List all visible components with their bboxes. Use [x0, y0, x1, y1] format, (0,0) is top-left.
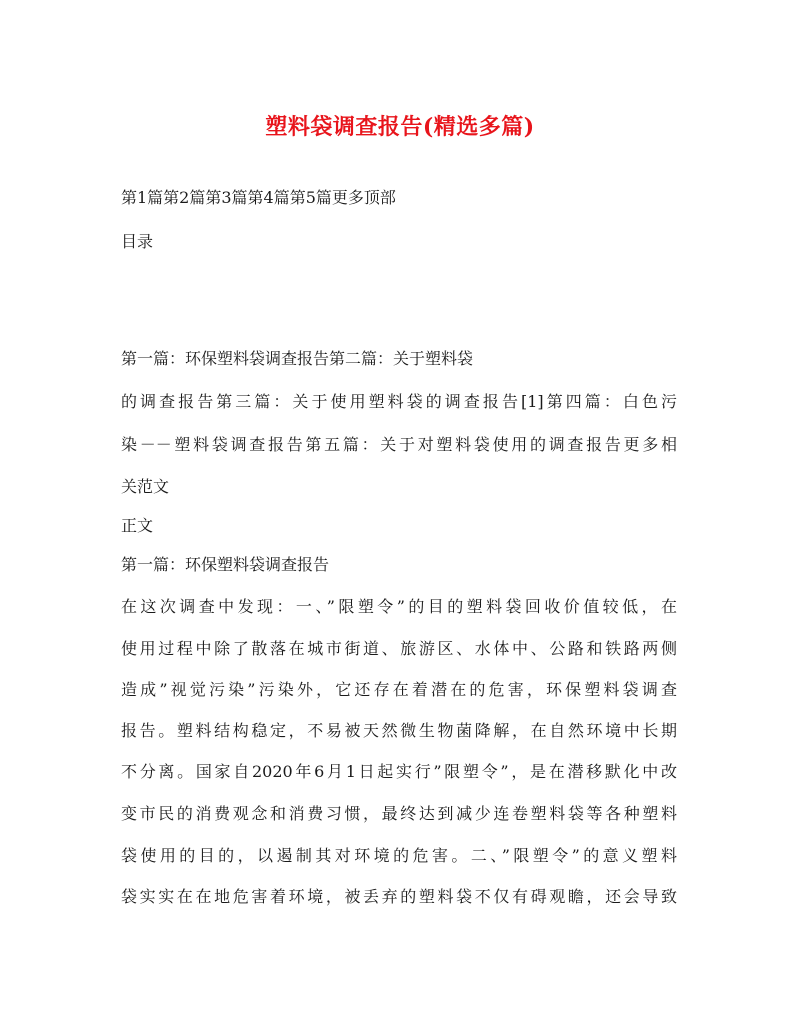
paragraph-line: 袋使用的目的，以遏制其对环境的危害。二、”限塑令”的意义塑料	[121, 846, 677, 865]
paragraph-line: 袋实实在在地危害着环境，被丢弃的塑料袋不仅有碍观瞻，还会导致	[121, 887, 677, 906]
toc-line: 染－－塑料袋调查报告第五篇：关于对塑料袋使用的调查报告更多相	[121, 435, 677, 454]
toc-heading: 目录	[121, 232, 154, 251]
toc-line: 第一篇：环保塑料袋调查报告第二篇：关于塑料袋	[121, 349, 474, 368]
paragraph-line: 变市民的消费观念和消费习惯，最终达到减少连卷塑料袋等各种塑料	[121, 804, 677, 823]
body-heading: 正文	[121, 516, 154, 535]
document-title: 塑料袋调查报告(精选多篇)	[265, 114, 535, 140]
paragraph-line: 报告。塑料结构稳定，不易被天然微生物菌降解，在自然环境中长期	[121, 721, 677, 740]
paragraph-line: 造成”视觉污染”污染外，它还存在着潜在的危害，环保塑料袋调查	[121, 680, 677, 699]
paragraph-line: 在这次调查中发现：一、”限塑令”的目的塑料袋回收价值较低，在	[121, 597, 677, 616]
section-title: 第一篇：环保塑料袋调查报告	[121, 555, 330, 574]
nav-links: 第1篇第2篇第3篇第4篇第5篇更多顶部	[121, 188, 396, 207]
paragraph-line: 使用过程中除了散落在城市街道、旅游区、水体中、公路和铁路两侧	[121, 639, 677, 658]
toc-line: 关范文	[121, 477, 170, 496]
paragraph-line: 不分离。国家自2020年6月1日起实行”限塑令”，是在潜移默化中改	[121, 762, 677, 781]
toc-line: 的调查报告第三篇：关于使用塑料袋的调查报告[1]第四篇：白色污	[121, 392, 677, 411]
